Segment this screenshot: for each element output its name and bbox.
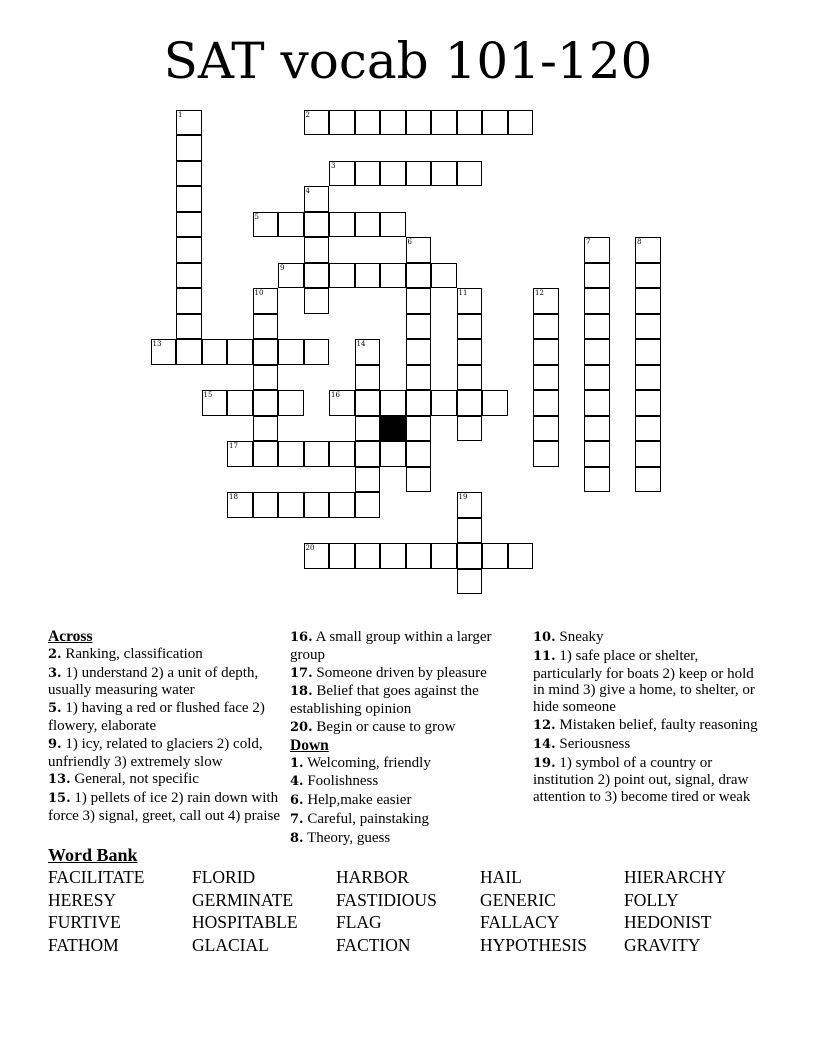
- clue-number: 14.: [533, 736, 556, 752]
- grid-cell[interactable]: [176, 263, 202, 289]
- grid-cell[interactable]: [355, 263, 381, 289]
- grid-cell[interactable]: [176, 186, 202, 212]
- across-clue: [290, 719, 520, 737]
- grid-cell[interactable]: [406, 339, 432, 365]
- clue-number: 19: [458, 493, 468, 501]
- grid-cell[interactable]: [176, 288, 202, 314]
- word-bank-item: FALLACY: [480, 912, 560, 932]
- grid-cell[interactable]: [176, 339, 202, 365]
- grid-cell[interactable]: [482, 543, 508, 569]
- grid-cell[interactable]: [304, 492, 330, 518]
- clue-text: Ranking, classification: [65, 645, 203, 662]
- grid-cell[interactable]: [304, 110, 330, 136]
- clue-number: 11.: [533, 648, 556, 664]
- clue-number: 6.: [290, 793, 304, 809]
- grid-cell[interactable]: [406, 314, 432, 340]
- grid-cell[interactable]: [457, 569, 483, 595]
- clue-number: 20: [305, 544, 315, 552]
- word-bank-item: GERMINATE: [192, 889, 294, 910]
- clue-number: 20.: [290, 719, 313, 735]
- grid-cell[interactable]: [355, 110, 381, 136]
- grid-cell[interactable]: [584, 263, 610, 289]
- clue-number: 3.: [48, 665, 62, 681]
- word-bank-item: FURTIVE: [48, 912, 121, 932]
- grid-cell[interactable]: [635, 263, 661, 289]
- clue-text: Someone driven by pleasure: [316, 664, 487, 681]
- grid-cell[interactable]: [253, 212, 279, 238]
- clue-number: 10.: [533, 630, 556, 645]
- clue-number: 5.: [48, 701, 62, 717]
- clue-number: 1.: [290, 755, 304, 771]
- grid-cell[interactable]: [380, 263, 406, 289]
- clue-number: 3: [331, 161, 336, 170]
- word-bank-item: FLAG: [336, 912, 382, 932]
- clue-number: 12.: [533, 717, 556, 733]
- grid-cell[interactable]: [406, 237, 432, 263]
- clue-text: Belief that goes against the establishing opinion: [290, 683, 479, 718]
- down-clue: [533, 717, 769, 735]
- down-clue: [290, 755, 520, 773]
- grid-cell[interactable]: [329, 543, 355, 569]
- clues-column-1: [48, 629, 284, 826]
- clue-number: 10: [254, 289, 264, 297]
- grid-cell[interactable]: [355, 339, 381, 365]
- clue-number: 15.: [48, 791, 71, 807]
- grid-cell[interactable]: [355, 543, 381, 569]
- word-bank-item: HIERARCHY: [624, 867, 727, 887]
- grid-cell[interactable]: [202, 339, 228, 365]
- grid-cell[interactable]: [304, 186, 330, 212]
- across-clue: [48, 790, 284, 825]
- across-clue: [48, 736, 284, 771]
- word-bank-item: FATHOM: [48, 934, 119, 955]
- grid-cell[interactable]: [329, 441, 355, 467]
- grid-cell[interactable]: [253, 441, 279, 467]
- grid-cell[interactable]: [304, 237, 330, 263]
- down-clue: [533, 736, 769, 754]
- grid-cell[interactable]: [584, 314, 610, 340]
- down-clue: [533, 629, 769, 647]
- grid-cell[interactable]: [635, 416, 661, 442]
- grid-cell[interactable]: [380, 390, 406, 416]
- grid-cell[interactable]: [533, 390, 559, 416]
- clue-text: Seriousness: [559, 735, 631, 752]
- word-bank: [48, 867, 768, 955]
- clue-text: Foolishness: [307, 773, 379, 790]
- grid-cell[interactable]: [406, 390, 432, 416]
- grid-cell[interactable]: [457, 518, 483, 544]
- clue-number: 16.: [290, 630, 313, 645]
- clue-number: 18: [229, 493, 238, 501]
- clue-number: 8: [637, 238, 642, 246]
- clue-text: 1) safe place or shelter, particularly for boats 2) keep or hold in mind 3) give a home, to shelter, or hide someone: [533, 647, 755, 716]
- grid-cell[interactable]: [533, 416, 559, 442]
- clue-number: 1: [178, 110, 183, 119]
- clue-text: Help,make easier: [307, 792, 412, 809]
- grid-cell[interactable]: [584, 288, 610, 314]
- grid-cell[interactable]: [304, 543, 330, 569]
- clue-number: 12: [535, 289, 544, 297]
- grid-cell[interactable]: [482, 390, 508, 416]
- grid-cell[interactable]: [304, 288, 330, 314]
- word-bank-item: FASTIDIOUS: [336, 889, 437, 910]
- grid-cell[interactable]: [278, 339, 304, 365]
- clue-number: 17.: [290, 665, 313, 681]
- grid-cell[interactable]: [635, 237, 661, 263]
- grid-cell[interactable]: [406, 416, 432, 442]
- grid-cell[interactable]: [278, 212, 304, 238]
- clue-number: 5: [254, 212, 259, 221]
- grid-cell[interactable]: [278, 441, 304, 467]
- grid-cell[interactable]: [253, 339, 279, 365]
- clue-text: Mistaken belief, faulty reasoning: [559, 716, 758, 733]
- grid-cell[interactable]: [457, 161, 483, 187]
- grid-cell[interactable]: [508, 543, 534, 569]
- word-bank-item: FLORID: [192, 867, 256, 887]
- grid-cell[interactable]: [253, 492, 279, 518]
- clue-text: Sneaky: [559, 629, 604, 645]
- grid-cell[interactable]: [431, 543, 457, 569]
- across-clue: [290, 665, 520, 683]
- clue-number: 8.: [290, 830, 304, 846]
- grid-cell[interactable]: [253, 365, 279, 391]
- grid-cell[interactable]: [329, 263, 355, 289]
- grid-cell[interactable]: [635, 314, 661, 340]
- grid-cell[interactable]: [355, 467, 381, 493]
- grid-cell[interactable]: [380, 161, 406, 187]
- grid-cell[interactable]: [406, 288, 432, 314]
- grid-cell[interactable]: [584, 390, 610, 416]
- grid-cell[interactable]: [457, 339, 483, 365]
- grid-cell[interactable]: [176, 314, 202, 340]
- grid-cell[interactable]: [329, 390, 355, 416]
- clue-number: 15: [203, 391, 213, 399]
- grid-cell[interactable]: [457, 390, 483, 416]
- grid-cell[interactable]: [355, 161, 381, 187]
- grid-cell[interactable]: [406, 467, 432, 493]
- down-clue: [533, 648, 769, 716]
- across-clue: [48, 665, 284, 700]
- word-bank-item: HOSPITABLE: [192, 912, 298, 932]
- clue-number: 16: [331, 391, 340, 399]
- word-bank-item: HEDONIST: [624, 912, 712, 932]
- grid-cell[interactable]: [380, 543, 406, 569]
- page-title: SAT vocab 101-120: [163, 32, 653, 90]
- clue-text: General, not specific: [74, 771, 199, 788]
- grid-cell[interactable]: [329, 492, 355, 518]
- clue-number: 2.: [48, 646, 62, 662]
- grid-cell[interactable]: [380, 212, 406, 238]
- grid-cell[interactable]: [278, 263, 304, 289]
- grid-cell[interactable]: [482, 110, 508, 136]
- grid-cell[interactable]: [635, 441, 661, 467]
- grid-cell[interactable]: [406, 110, 432, 136]
- grid-cell[interactable]: [176, 237, 202, 263]
- grid-cell[interactable]: [329, 212, 355, 238]
- grid-cell[interactable]: [584, 339, 610, 365]
- word-bank-item: HERESY: [48, 889, 117, 910]
- clue-text: Begin or cause to grow: [316, 718, 456, 735]
- down-clue: [533, 755, 769, 806]
- grid-cell[interactable]: [355, 492, 381, 518]
- grid-cell[interactable]: [227, 339, 253, 365]
- down-clue: [290, 792, 520, 810]
- grid-cell[interactable]: [355, 416, 381, 442]
- clue-text: Welcoming, friendly: [307, 754, 431, 771]
- grid-cell[interactable]: [508, 110, 534, 136]
- grid-cell[interactable]: [533, 314, 559, 340]
- clue-number: 7: [586, 238, 591, 246]
- grid-cell[interactable]: [635, 365, 661, 391]
- grid-cell[interactable]: [151, 339, 177, 365]
- grid-cell[interactable]: [584, 467, 610, 493]
- grid-cell[interactable]: [457, 288, 483, 314]
- across-clue: [48, 646, 284, 664]
- word-bank-item: FACTION: [336, 934, 411, 955]
- grid-cell[interactable]: [457, 110, 483, 136]
- grid-cell[interactable]: [176, 135, 202, 161]
- grid-cell[interactable]: [584, 441, 610, 467]
- grid-cell[interactable]: [533, 288, 559, 314]
- clue-number: 2: [305, 110, 310, 119]
- grid-cell[interactable]: [304, 212, 330, 238]
- grid-cell[interactable]: [304, 339, 330, 365]
- grid-cell[interactable]: [406, 543, 432, 569]
- grid-cell[interactable]: [227, 390, 253, 416]
- clue-text: 1) pellets of ice 2) rain down with force 3) signal, greet, call out 4) praise: [48, 790, 280, 824]
- grid-cell[interactable]: [431, 390, 457, 416]
- grid-cell[interactable]: [584, 237, 610, 263]
- grid-cell[interactable]: [457, 365, 483, 391]
- grid-cell[interactable]: [457, 543, 483, 569]
- grid-cell[interactable]: [431, 263, 457, 289]
- grid-cell[interactable]: [304, 263, 330, 289]
- grid-cell[interactable]: [406, 161, 432, 187]
- word-bank-title: Word Bank: [48, 845, 138, 865]
- clue-text: 1) understand 2) a unit of depth, usually measuring water: [48, 664, 259, 699]
- clue-text: 1) having a red or flushed face 2) flowery, elaborate: [48, 700, 265, 734]
- grid-cell[interactable]: [533, 339, 559, 365]
- grid-cell[interactable]: [329, 161, 355, 187]
- clue-number: 17: [229, 442, 238, 450]
- clue-text: 1) symbol of a country or institution 2) point out, signal, draw attention to 3) become tired or weak: [533, 754, 751, 806]
- grid-cell[interactable]: [406, 441, 432, 467]
- grid-cell[interactable]: [635, 467, 661, 493]
- grid-cell[interactable]: [355, 390, 381, 416]
- across-clue: [48, 771, 284, 789]
- grid-cell[interactable]: [304, 441, 330, 467]
- clue-number: 9: [280, 263, 285, 272]
- word-bank-item: HYPOTHESIS: [480, 934, 587, 955]
- grid-cell[interactable]: [227, 492, 253, 518]
- grid-cell[interactable]: [457, 416, 483, 442]
- grid-cell[interactable]: [227, 441, 253, 467]
- across-clue: [48, 700, 284, 735]
- grid-cell[interactable]: [380, 441, 406, 467]
- grid-cell[interactable]: [635, 288, 661, 314]
- grid-cell[interactable]: [406, 263, 432, 289]
- word-bank-item: HARBOR: [336, 867, 409, 887]
- grid-cell[interactable]: [176, 110, 202, 136]
- down-clue: [290, 811, 520, 829]
- grid-cell[interactable]: [202, 390, 228, 416]
- word-bank-item: HAIL: [480, 867, 522, 887]
- grid-cell[interactable]: [457, 314, 483, 340]
- clue-number: 9.: [48, 736, 62, 752]
- clue-text: A small group within a larger group: [290, 629, 492, 663]
- grid-cell[interactable]: [431, 110, 457, 136]
- down-heading: Down: [290, 736, 329, 754]
- word-bank-item: FACILITATE: [48, 867, 145, 887]
- grid-cell[interactable]: [253, 416, 279, 442]
- grid-cell[interactable]: [253, 314, 279, 340]
- clue-text: Careful, painstaking: [307, 810, 429, 827]
- clue-number: 4: [305, 187, 310, 195]
- grid-cell[interactable]: [355, 441, 381, 467]
- grid-cell[interactable]: [457, 492, 483, 518]
- grid-cell[interactable]: [278, 492, 304, 518]
- across-heading: Across: [48, 628, 93, 645]
- grid-cell[interactable]: [253, 390, 279, 416]
- grid-cell[interactable]: [380, 110, 406, 136]
- down-clue: [290, 830, 520, 848]
- grid-cell[interactable]: [533, 365, 559, 391]
- grid-cell[interactable]: [584, 416, 610, 442]
- grid-cell[interactable]: [431, 161, 457, 187]
- across-clue: [290, 683, 520, 718]
- grid-cell[interactable]: [355, 212, 381, 238]
- word-bank-item: GENERIC: [480, 889, 556, 910]
- grid-cell[interactable]: [635, 339, 661, 365]
- word-bank-item: FOLLY: [624, 889, 679, 910]
- grid-cell[interactable]: [278, 390, 304, 416]
- black-cell: [380, 416, 406, 442]
- grid-cell[interactable]: [355, 365, 381, 391]
- clues-column-2: [290, 629, 520, 849]
- across-clue: [290, 629, 520, 664]
- grid-cell[interactable]: [176, 212, 202, 238]
- clues-column-3: [533, 629, 769, 807]
- word-bank-item: GRAVITY: [624, 934, 701, 955]
- grid-cell[interactable]: [533, 441, 559, 467]
- clue-number: 19.: [533, 755, 556, 771]
- clue-text: 1) icy, related to glaciers 2) cold, unfriendly 3) extremely slow: [48, 735, 263, 770]
- grid-cell[interactable]: [329, 110, 355, 136]
- clue-text: Theory, guess: [307, 829, 391, 846]
- clue-number: 6: [407, 238, 412, 246]
- grid-cell[interactable]: [635, 390, 661, 416]
- grid-cell[interactable]: [176, 161, 202, 187]
- clue-number: 14: [356, 340, 366, 348]
- clue-number: 18.: [290, 684, 313, 700]
- clue-number: 13: [152, 340, 162, 348]
- down-clue: [290, 773, 520, 791]
- clue-number: 13.: [48, 772, 71, 788]
- clue-number: 11: [458, 289, 468, 297]
- clue-number: 7.: [290, 811, 304, 827]
- clue-number: 4.: [290, 774, 304, 790]
- grid-cell[interactable]: [406, 365, 432, 391]
- word-bank-item: GLACIAL: [192, 934, 269, 955]
- grid-cell[interactable]: [253, 288, 279, 314]
- grid-cell[interactable]: [584, 365, 610, 391]
